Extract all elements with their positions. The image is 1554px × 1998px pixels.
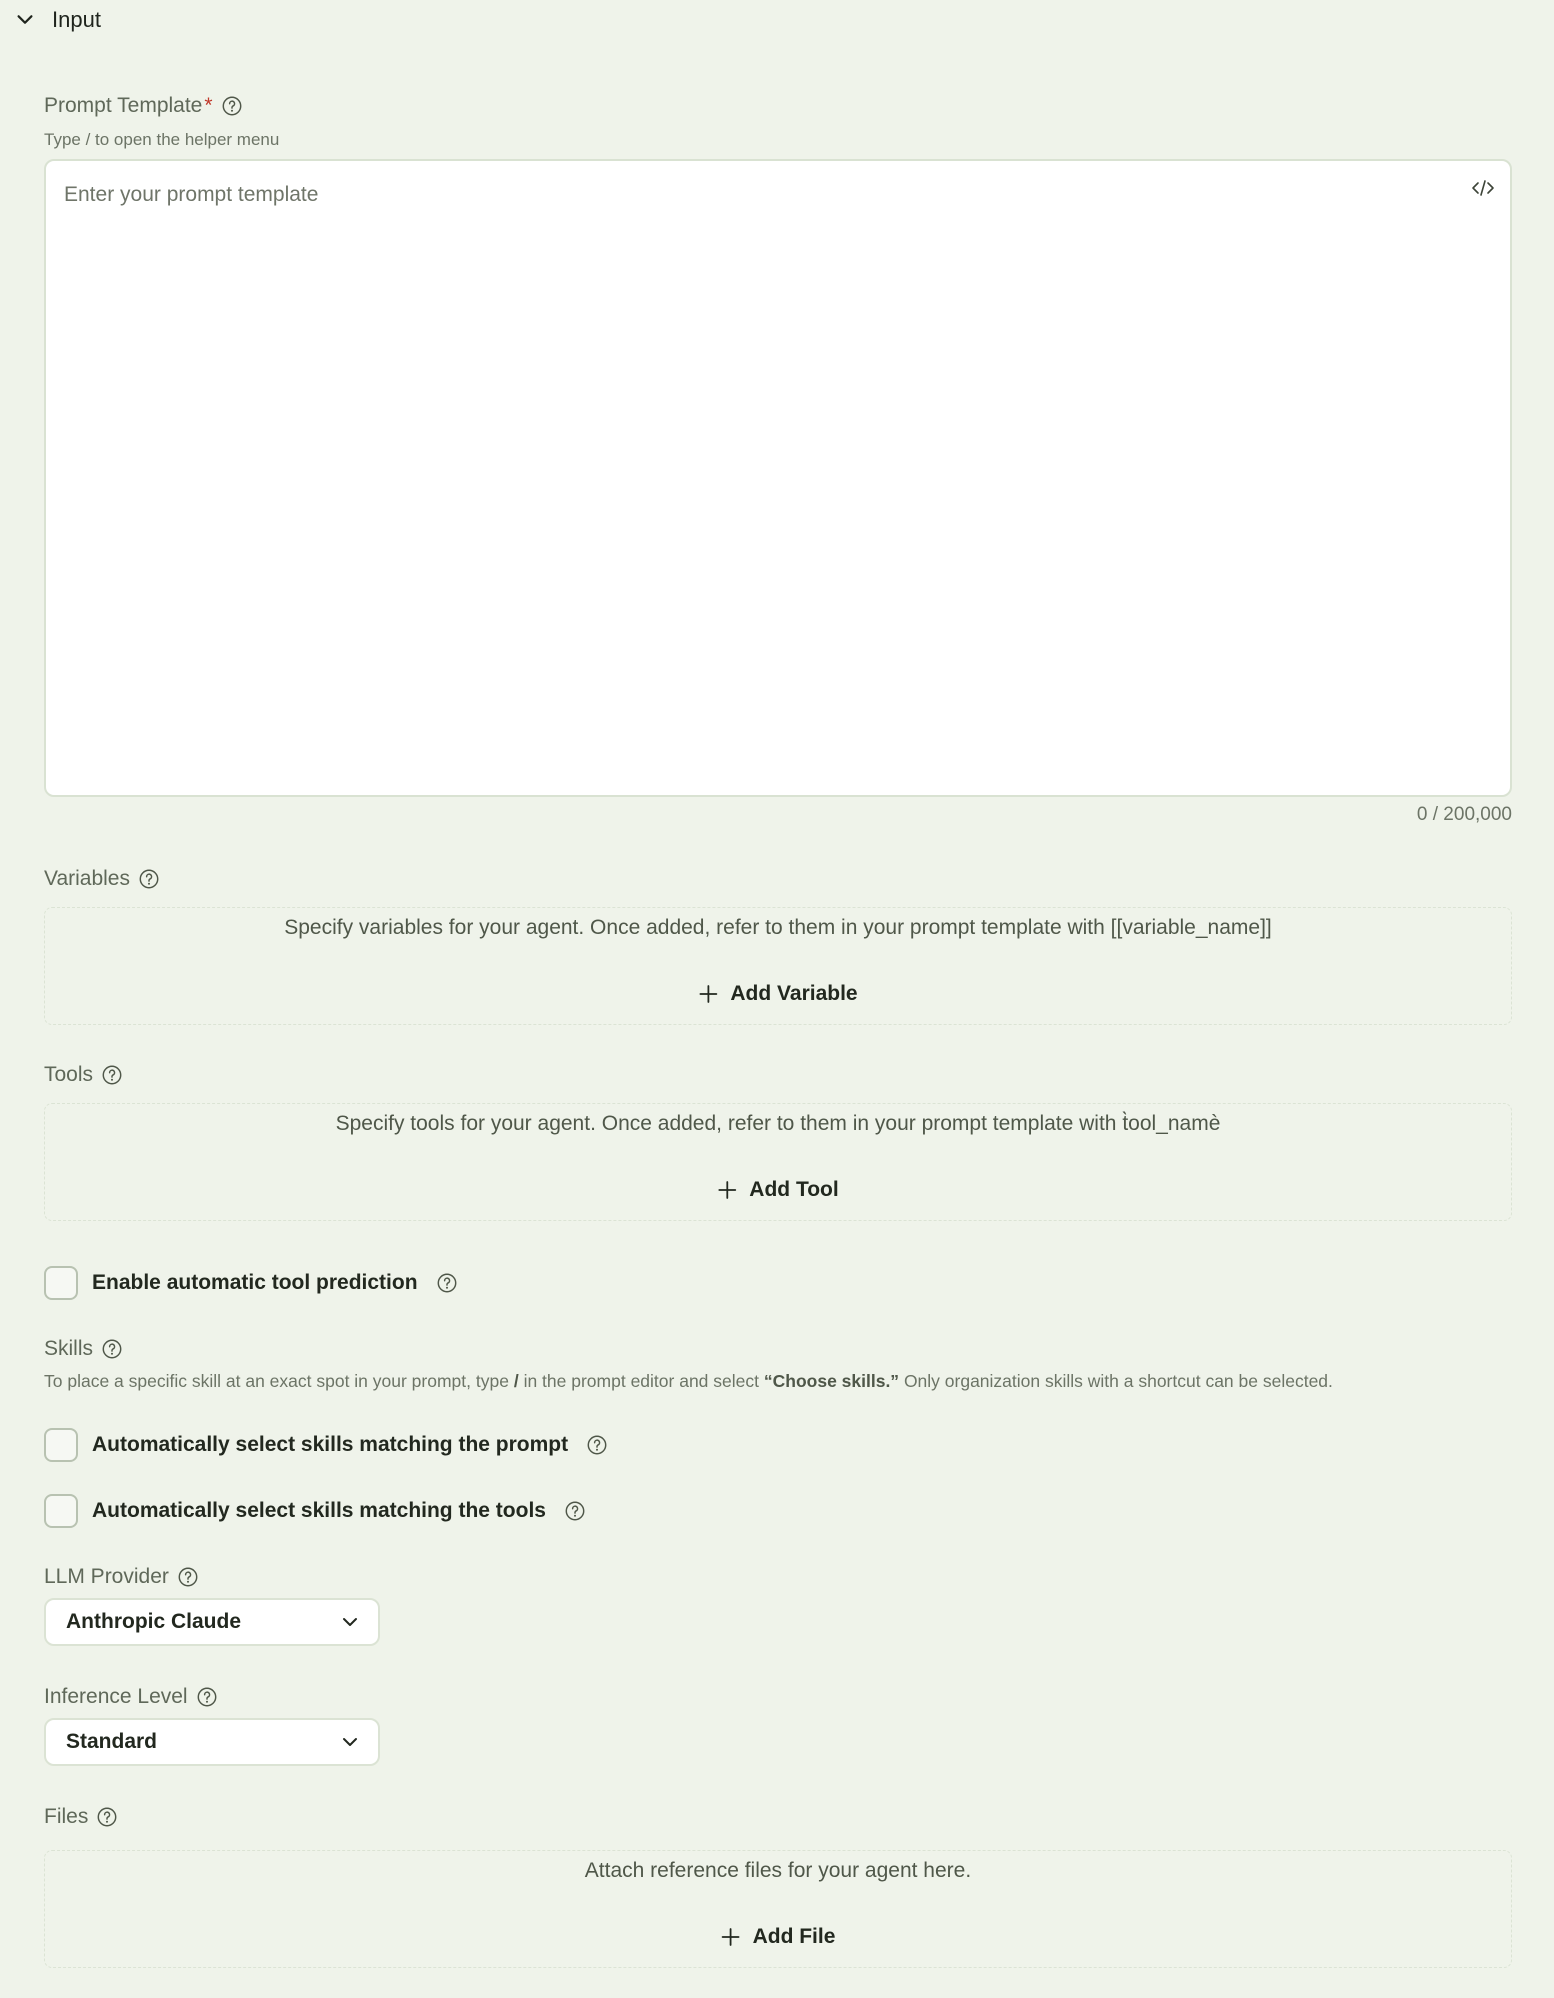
files-dropzone bbox=[44, 1850, 1512, 1968]
tools-label-row bbox=[44, 1063, 123, 1087]
help-icon[interactable] bbox=[96, 1806, 118, 1828]
tool-prediction-checkbox[interactable] bbox=[44, 1266, 78, 1300]
tool-prediction-label: Enable automatic tool prediction bbox=[92, 1271, 418, 1294]
prompt-template-label-row bbox=[44, 94, 243, 118]
skills-hint-slash: / bbox=[513, 1371, 519, 1391]
skills-hint-bold: “Choose skills.” bbox=[763, 1371, 900, 1391]
skills-match-tools-row bbox=[44, 1494, 586, 1528]
help-icon[interactable] bbox=[101, 1338, 123, 1360]
add-variable-label: Add Variable bbox=[730, 982, 858, 1005]
help-icon[interactable] bbox=[564, 1500, 586, 1522]
skills-match-tools-checkbox[interactable] bbox=[44, 1494, 78, 1528]
plus-icon bbox=[721, 1927, 741, 1947]
add-variable-button[interactable] bbox=[690, 978, 865, 1010]
section-toggle[interactable] bbox=[14, 6, 101, 34]
skills-label-row bbox=[44, 1337, 123, 1361]
skills-label: Skills bbox=[44, 1337, 94, 1360]
skills-hint-part3: Only organization skills with a shortcut can be selected. bbox=[903, 1371, 1333, 1391]
variables-label: Variables bbox=[44, 867, 130, 890]
tools-label: Tools bbox=[44, 1063, 94, 1086]
inference-level-label: Inference Level bbox=[44, 1685, 188, 1708]
variables-label-row bbox=[44, 867, 160, 891]
skills-hint-part2: in the prompt editor and select bbox=[523, 1371, 759, 1391]
prompt-template-placeholder: Enter your prompt template bbox=[64, 183, 319, 206]
skills-hint bbox=[44, 1371, 1333, 1392]
inference-level-label-row bbox=[44, 1685, 218, 1709]
plus-icon bbox=[717, 1180, 737, 1200]
skills-match-prompt-label: Automatically select skills matching the prompt bbox=[92, 1433, 569, 1456]
chevron-down-icon bbox=[340, 1732, 360, 1752]
tool-prediction-row bbox=[44, 1266, 458, 1300]
variables-dropzone bbox=[44, 907, 1512, 1025]
prompt-template-label: Prompt Template bbox=[44, 94, 203, 117]
help-icon[interactable] bbox=[196, 1686, 218, 1708]
tools-description: Specify tools for your agent. Once added, refer to them in your prompt template with t̀ool_namè bbox=[335, 1112, 1221, 1135]
files-label: Files bbox=[44, 1805, 89, 1828]
character-counter: 0 / 200,000 bbox=[1416, 804, 1512, 825]
inference-level-select[interactable] bbox=[44, 1718, 380, 1766]
add-file-label: Add File bbox=[752, 1925, 836, 1948]
llm-provider-value: Anthropic Claude bbox=[66, 1610, 242, 1633]
plus-icon bbox=[698, 984, 718, 1004]
prompt-template-hint: Type / to open the helper menu bbox=[44, 130, 280, 149]
add-tool-label: Add Tool bbox=[749, 1178, 839, 1201]
llm-provider-select[interactable] bbox=[44, 1598, 380, 1646]
skills-hint-part1: To place a specific skill at an exact spot in your prompt, type bbox=[44, 1371, 509, 1391]
chevron-down-icon bbox=[340, 1612, 360, 1632]
code-icon[interactable] bbox=[1470, 175, 1496, 201]
skills-match-tools-label: Automatically select skills matching the tools bbox=[92, 1499, 546, 1522]
help-icon[interactable] bbox=[138, 868, 160, 890]
help-icon[interactable] bbox=[101, 1064, 123, 1086]
help-icon[interactable] bbox=[221, 95, 243, 117]
add-file-button[interactable] bbox=[713, 1921, 844, 1953]
help-icon[interactable] bbox=[436, 1272, 458, 1294]
files-description: Attach reference files for your agent here. bbox=[584, 1859, 972, 1882]
chevron-down-icon bbox=[14, 9, 36, 31]
help-icon[interactable] bbox=[177, 1566, 199, 1588]
prompt-template-editor[interactable] bbox=[44, 159, 1512, 797]
section-title: Input bbox=[52, 7, 101, 32]
tools-dropzone bbox=[44, 1103, 1512, 1221]
llm-provider-label: LLM Provider bbox=[44, 1565, 169, 1588]
required-mark: * bbox=[204, 94, 213, 117]
add-tool-button[interactable] bbox=[709, 1174, 846, 1206]
variables-description: Specify variables for your agent. Once added, refer to them in your prompt template with [[variable_name]] bbox=[284, 916, 1272, 939]
inference-level-value: Standard bbox=[66, 1730, 158, 1753]
skills-match-prompt-row bbox=[44, 1428, 608, 1462]
llm-provider-label-row bbox=[44, 1565, 199, 1589]
skills-match-prompt-checkbox[interactable] bbox=[44, 1428, 78, 1462]
help-icon[interactable] bbox=[586, 1434, 608, 1456]
files-label-row bbox=[44, 1805, 118, 1829]
